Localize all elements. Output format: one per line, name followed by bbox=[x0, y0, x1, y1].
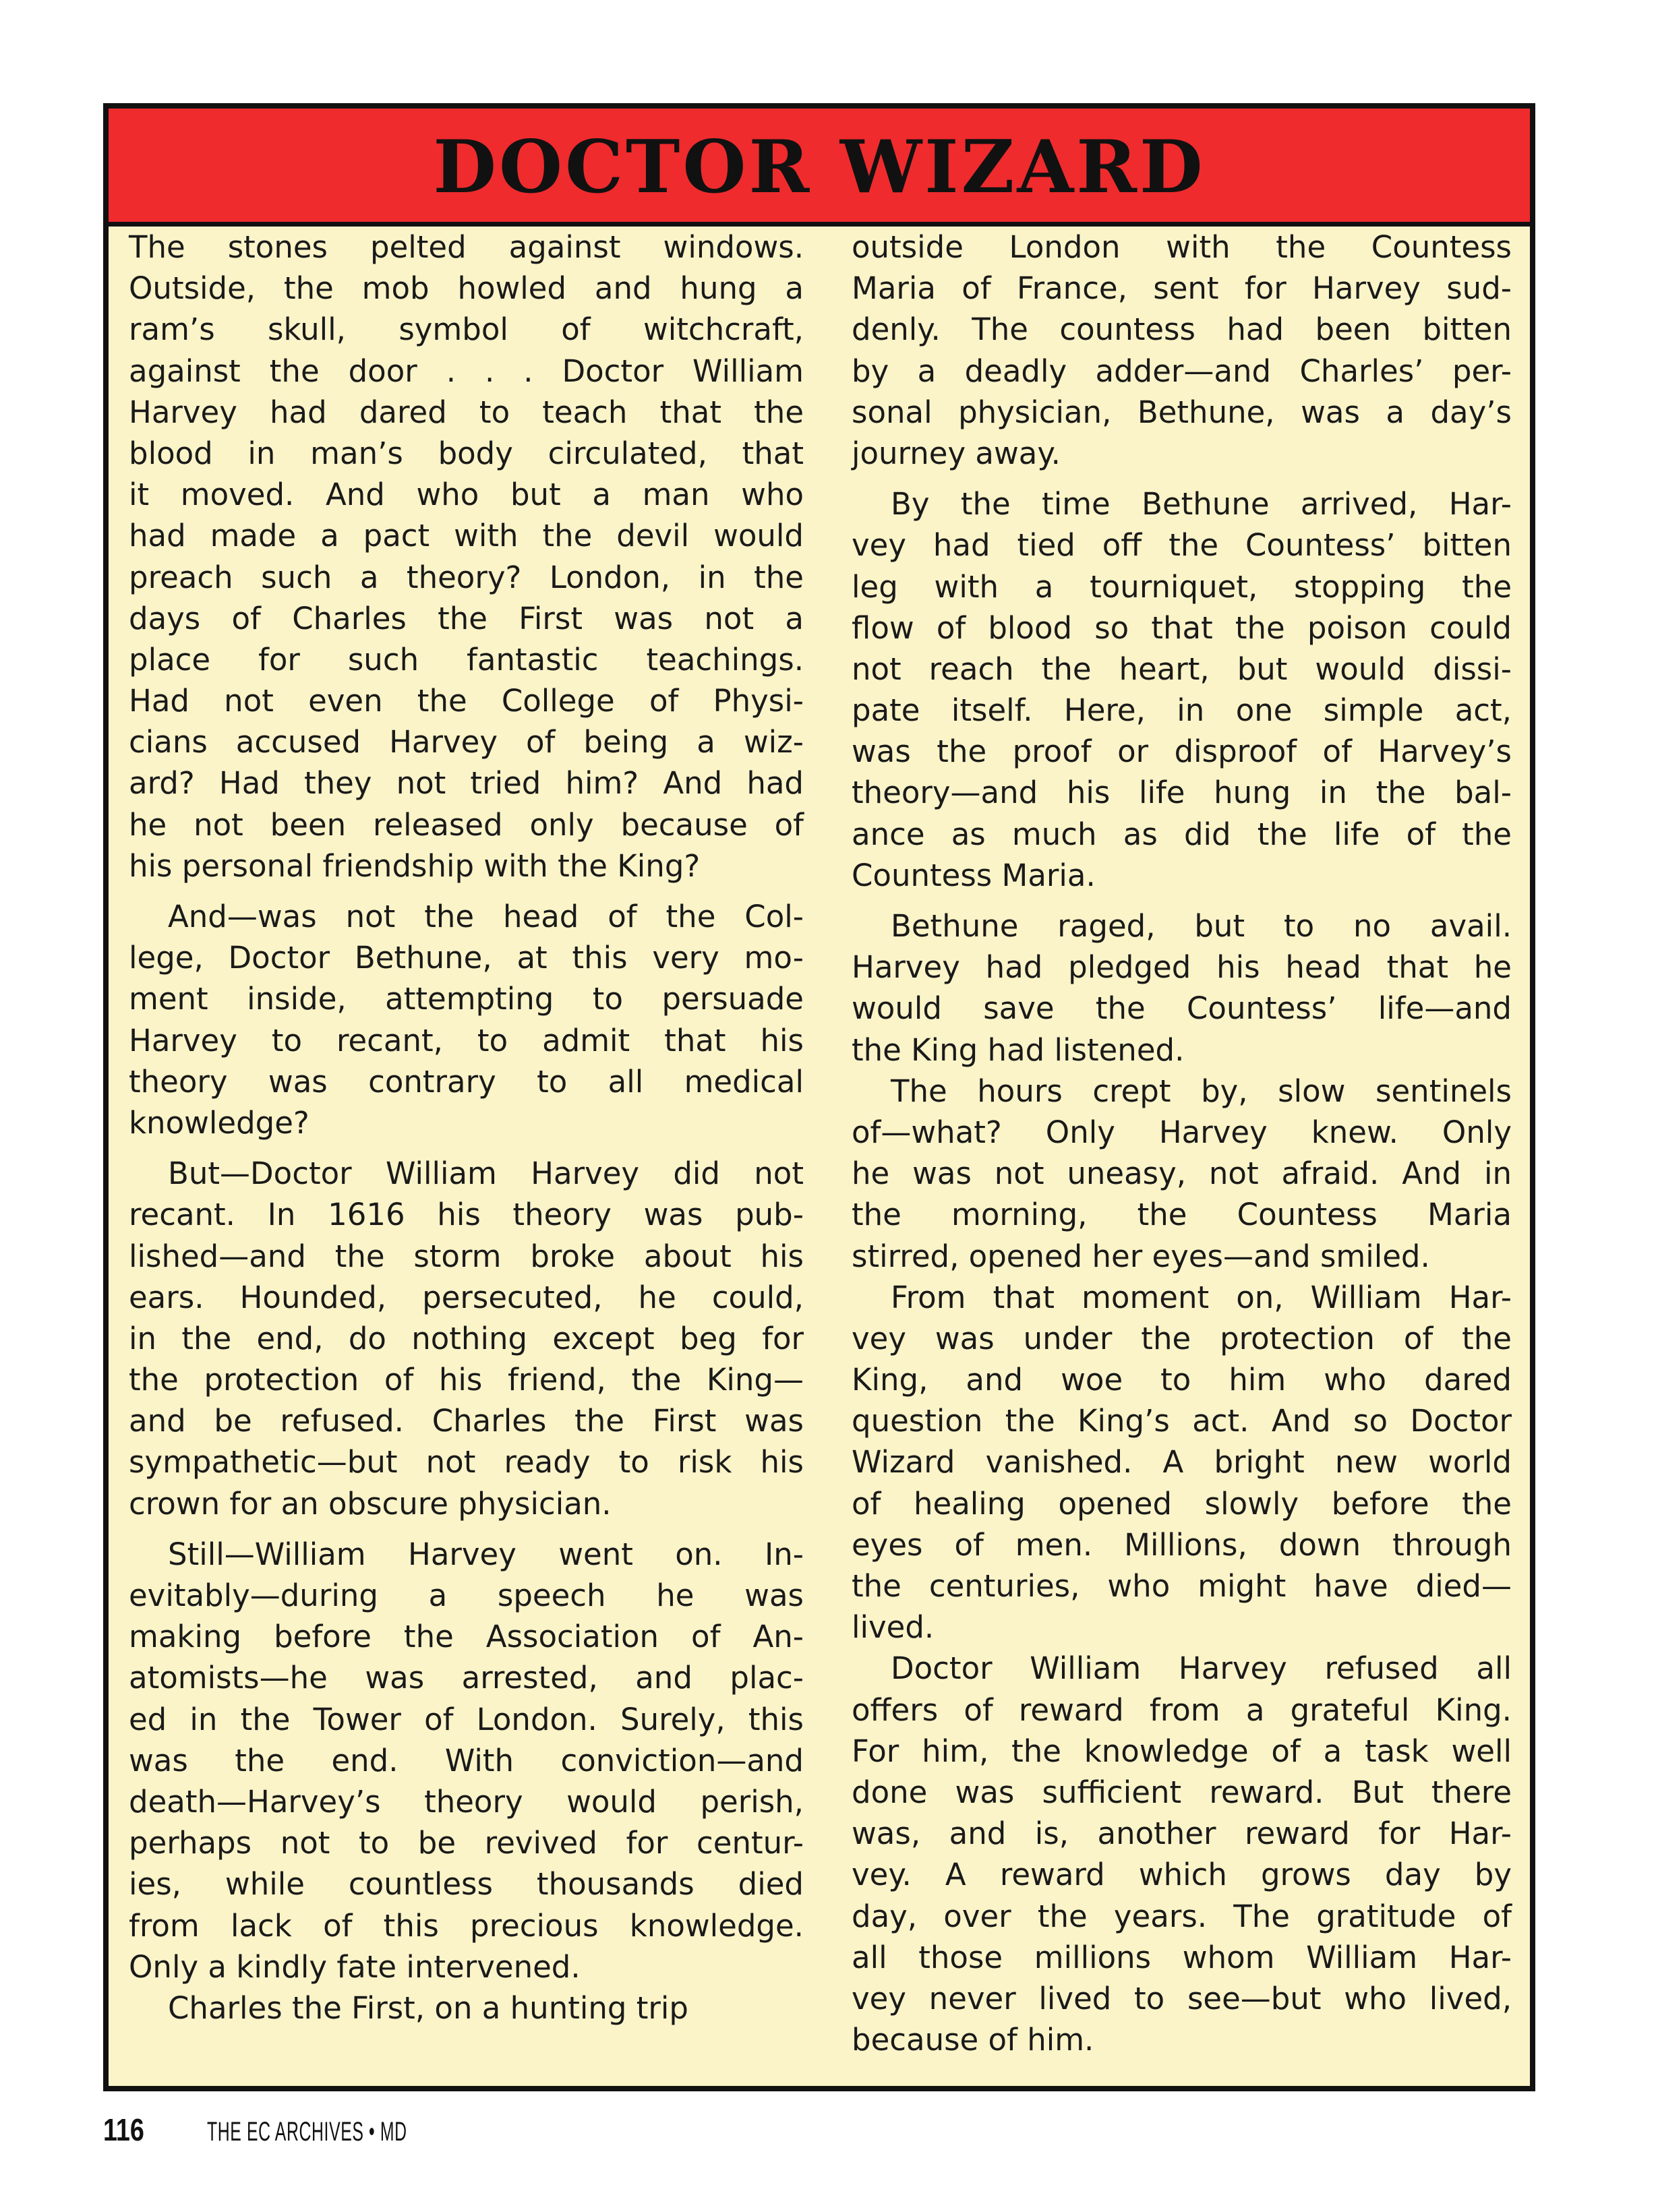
text-line: Harvey to recant, to admit that his bbox=[129, 1022, 804, 1058]
text-line: vey had tied off the Countess’ bitten bbox=[852, 527, 1512, 564]
text-line: vey. A reward which grows day by bbox=[852, 1857, 1512, 1893]
text-line: Bethune raged, but to no avail. bbox=[891, 908, 1512, 944]
text-line: offers of reward from a grateful King. bbox=[852, 1692, 1512, 1728]
text-line: Harvey had pledged his head that he bbox=[852, 949, 1512, 986]
text-line: against the door . . . Doctor William bbox=[129, 353, 804, 389]
paragraph-gap bbox=[852, 896, 1512, 905]
text-line: crown for an obscure physician. bbox=[129, 1485, 612, 1522]
text-line: The hours crept by, slow sentinels bbox=[891, 1073, 1512, 1109]
text-line: For him, the knowledge of a task well bbox=[852, 1733, 1512, 1769]
text-line: Charles the First, on a hunting trip bbox=[168, 1990, 688, 2026]
text-line: Wizard vanished. A bright new world bbox=[852, 1444, 1512, 1481]
text-line: stirred, opened her eyes—and smiled. bbox=[852, 1238, 1430, 1274]
text-line: eyes of men. Millions, down through bbox=[852, 1526, 1512, 1563]
text-line: sympathetic—but not ready to risk his bbox=[129, 1444, 804, 1481]
text-line: ears. Hounded, persecuted, he could, bbox=[129, 1279, 804, 1315]
text-line: of—what? Only Harvey knew. Only bbox=[852, 1114, 1512, 1150]
text-line: ram’s skull, symbol of witchcraft, bbox=[129, 311, 804, 348]
text-line: the protection of his friend, the King— bbox=[129, 1362, 804, 1398]
text-line: of healing opened slowly before the bbox=[852, 1485, 1512, 1522]
text-line: day, over the years. The gratitude of bbox=[852, 1898, 1512, 1934]
text-line: lege, Doctor Bethune, at this very mo- bbox=[129, 940, 804, 976]
text-line: the centuries, who might have died— bbox=[852, 1568, 1512, 1604]
text-line: Outside, the mob howled and hung a bbox=[129, 270, 804, 307]
text-line: ance as much as did the life of the bbox=[852, 816, 1512, 852]
article-title: DOCTOR WIZARD bbox=[433, 125, 1206, 210]
text-line: knowledge? bbox=[129, 1104, 309, 1141]
page-number: 116 bbox=[103, 2112, 144, 2147]
text-line: Had not even the College of Physi- bbox=[129, 683, 804, 719]
text-line: ment inside, attempting to persuade bbox=[129, 981, 804, 1017]
text-line: by a deadly adder—and Charles’ per- bbox=[852, 353, 1512, 389]
text-line: ed in the Tower of London. Surely, this bbox=[129, 1701, 804, 1737]
text-line: ies, while countless thousands died bbox=[129, 1866, 804, 1903]
paragraph-gap bbox=[129, 1143, 804, 1153]
text-line: King, and woe to him who dared bbox=[852, 1362, 1512, 1398]
text-line: lived. bbox=[852, 1609, 935, 1646]
text-line: outside London with the Countess bbox=[852, 229, 1512, 265]
text-line: from lack of this precious knowledge. bbox=[129, 1907, 804, 1944]
title-banner bbox=[109, 109, 1530, 227]
right-column bbox=[852, 227, 1512, 2060]
text-line: had made a pact with the devil would bbox=[129, 518, 804, 554]
text-line: journey away. bbox=[852, 435, 1061, 471]
text-line: evitably—during a speech he was bbox=[129, 1578, 804, 1613]
text-line: But—Doctor William Harvey did not bbox=[168, 1156, 804, 1192]
text-line: all those millions whom William Har- bbox=[852, 1939, 1512, 1975]
text-line: theory was contrary to all medical bbox=[129, 1063, 804, 1100]
text-line: vey was under the protection of the bbox=[852, 1320, 1512, 1356]
text-line: lished—and the storm broke about his bbox=[129, 1238, 804, 1274]
text-line: in the end, do nothing except beg for bbox=[129, 1320, 804, 1356]
paragraph-gap bbox=[129, 1524, 804, 1534]
article-panel bbox=[103, 103, 1535, 2091]
text-line: perhaps not to be revived for centur- bbox=[129, 1825, 804, 1861]
text-line: pate itself. Here, in one simple act, bbox=[852, 692, 1512, 729]
text-line: leg with a tourniquet, stopping the bbox=[852, 568, 1512, 605]
text-line: the morning, the Countess Maria bbox=[852, 1197, 1512, 1233]
text-line: he not been released only because of bbox=[129, 806, 804, 843]
text-line: days of Charles the First was not a bbox=[129, 600, 804, 636]
text-line: question the King’s act. And so Doctor bbox=[852, 1403, 1512, 1439]
text-line: Still—William Harvey went on. In- bbox=[168, 1536, 804, 1572]
paragraph-gap bbox=[129, 887, 804, 896]
text-line: would save the Countess’ life—and bbox=[852, 990, 1512, 1027]
text-line: theory—and his life hung in the bal- bbox=[852, 775, 1512, 811]
text-line: flow of blood so that the poison could bbox=[852, 609, 1512, 646]
article-body bbox=[109, 227, 1530, 2086]
text-line: and be refused. Charles the First was bbox=[129, 1403, 804, 1439]
text-line: he was not uneasy, not afraid. And in bbox=[852, 1156, 1512, 1192]
text-line: By the time Bethune arrived, Har- bbox=[891, 486, 1512, 522]
text-line: Only a kindly fate intervened. bbox=[129, 1948, 581, 1985]
text-line: And—was not the head of the Col- bbox=[168, 899, 804, 934]
paragraph-gap bbox=[852, 474, 1512, 483]
text-line: place for such fantastic teachings. bbox=[129, 641, 804, 678]
text-line: making before the Association of An- bbox=[129, 1619, 804, 1655]
text-line: denly. The countess had been bitten bbox=[852, 311, 1512, 348]
text-line: death—Harvey’s theory would perish, bbox=[129, 1783, 804, 1820]
text-line: vey never lived to see—but who lived, bbox=[852, 1980, 1512, 2016]
text-line: sonal physician, Bethune, was a day’s bbox=[852, 394, 1512, 430]
text-line: ard? Had they not tried him? And had bbox=[129, 765, 804, 802]
text-line: was, and is, another reward for Har- bbox=[852, 1816, 1512, 1852]
text-line: Maria of France, sent for Harvey sud- bbox=[852, 270, 1512, 307]
text-line: Harvey had dared to teach that the bbox=[129, 394, 804, 430]
text-line: it moved. And who but a man who bbox=[129, 477, 804, 513]
text-line: atomists—he was arrested, and plac- bbox=[129, 1660, 804, 1696]
page-footer bbox=[103, 2112, 530, 2148]
text-line: Countess Maria. bbox=[852, 857, 1096, 893]
text-line: The stones pelted against windows. bbox=[129, 229, 804, 265]
text-line: was the proof or disproof of Harvey’s bbox=[852, 734, 1512, 770]
text-line: his personal friendship with the King? bbox=[129, 847, 701, 884]
text-line: done was sufficient reward. But there bbox=[852, 1774, 1512, 1810]
text-line: cians accused Harvey of being a wiz- bbox=[129, 724, 804, 760]
left-column bbox=[129, 227, 804, 2029]
text-line: was the end. With conviction—and bbox=[129, 1742, 804, 1778]
text-line: preach such a theory? London, in the bbox=[129, 559, 804, 595]
text-line: From that moment on, William Har- bbox=[891, 1279, 1512, 1315]
text-line: Doctor William Harvey refused all bbox=[891, 1650, 1512, 1687]
publication-label: THE EC ARCHIVES • MD bbox=[207, 2117, 407, 2147]
text-line: because of him. bbox=[852, 2022, 1094, 2058]
text-line: the King had listened. bbox=[852, 1032, 1185, 1068]
text-line: not reach the heart, but would dissi- bbox=[852, 651, 1512, 687]
text-line: recant. In 1616 his theory was pub- bbox=[129, 1197, 804, 1233]
text-line: blood in man’s body circulated, that bbox=[129, 435, 804, 471]
